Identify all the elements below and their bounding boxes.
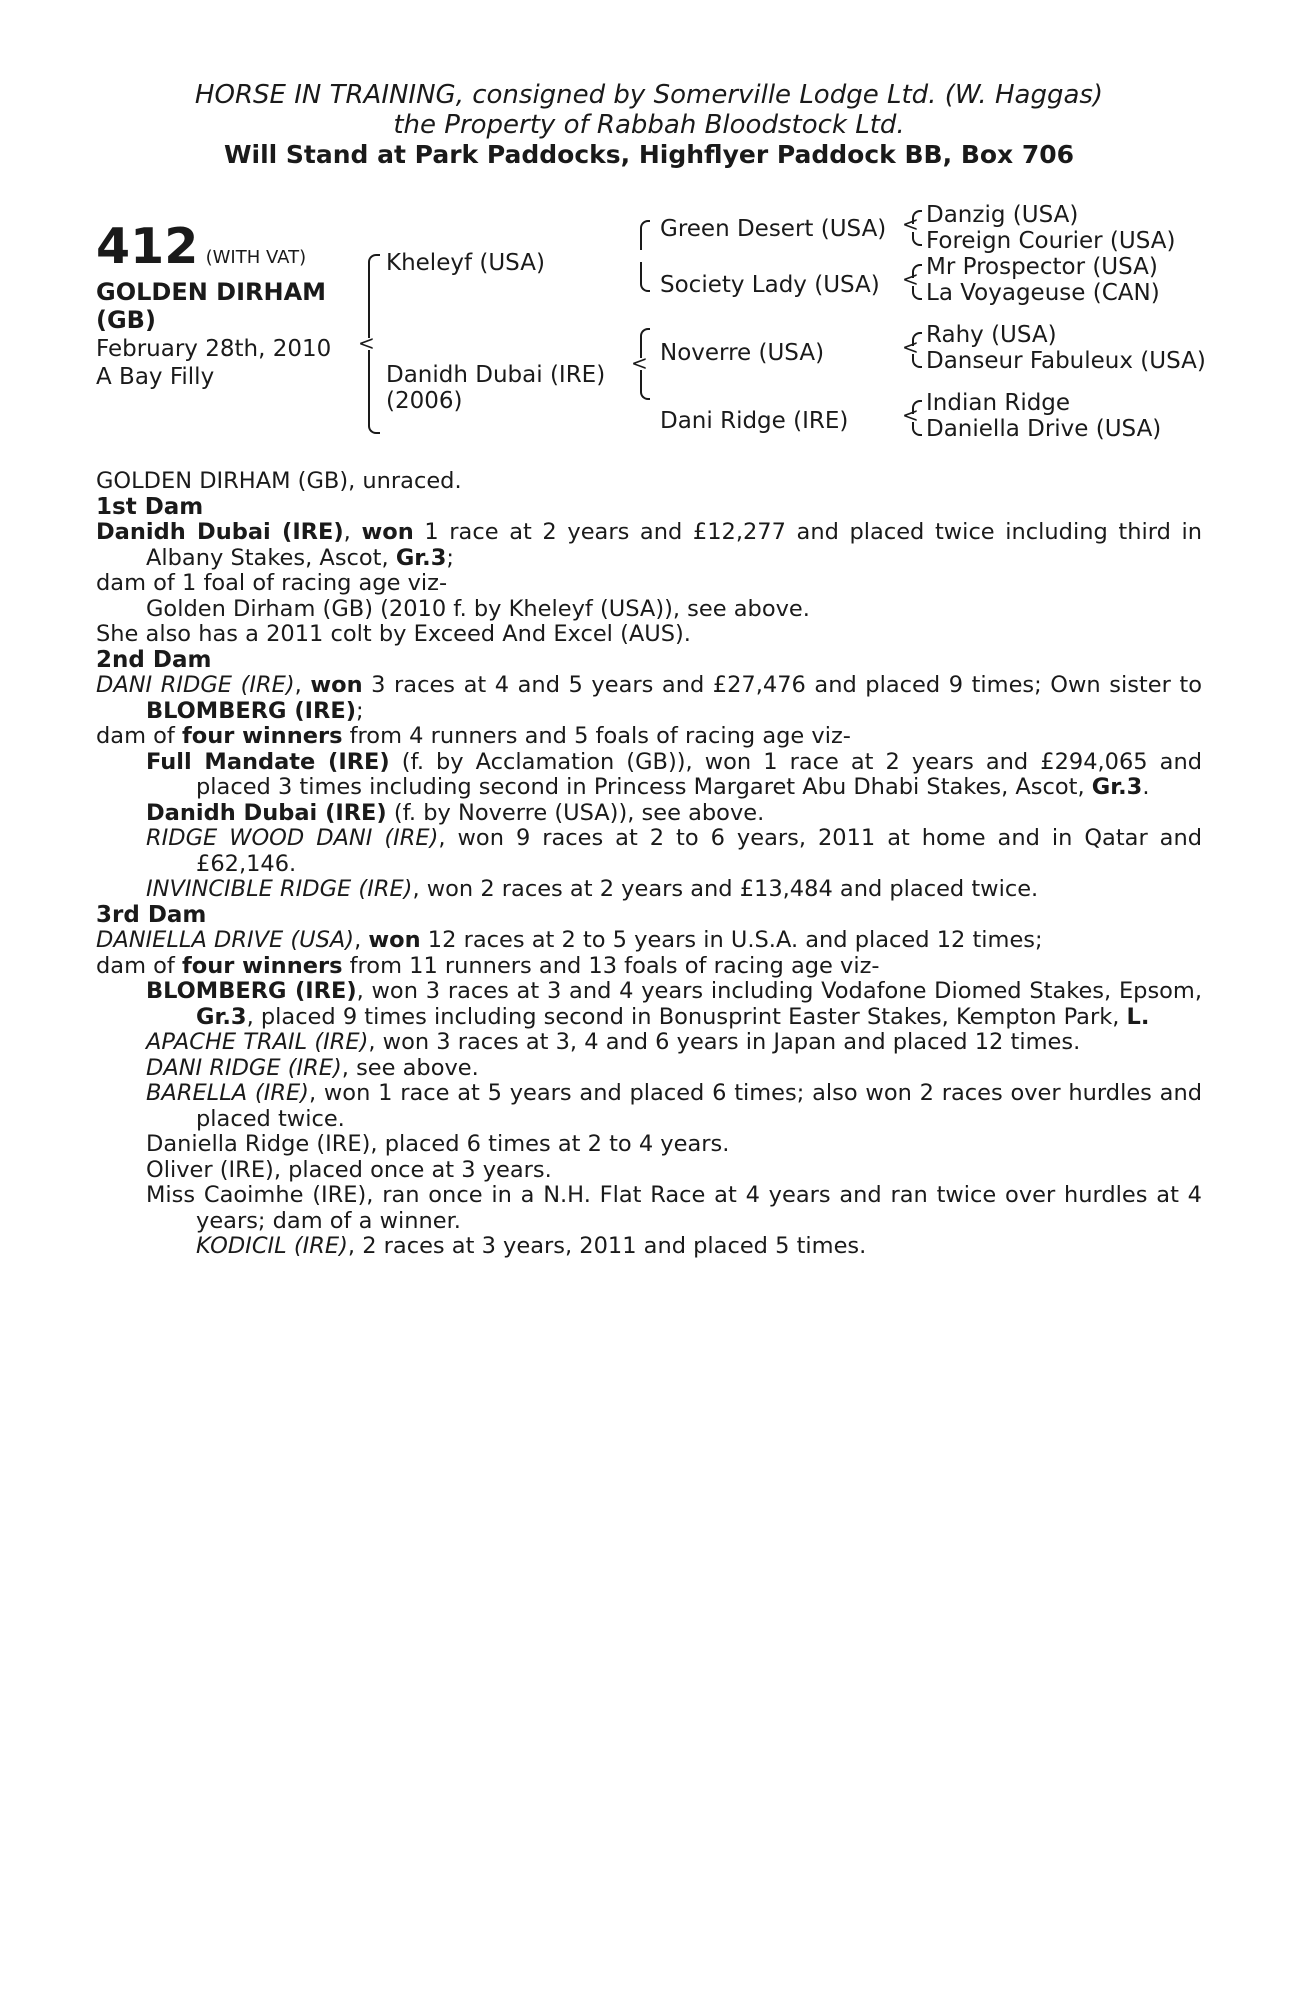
produce-entry: BARELLA (IRE), won 1 race at 5 years and placed 6 times; also won 2 races over hurdles and placed twice. bbox=[146, 1080, 1202, 1132]
brace-sd-point: < bbox=[902, 267, 919, 291]
sds: Mr Prospector (USA) bbox=[926, 254, 1158, 280]
dam: Danidh Dubai (IRE) bbox=[386, 362, 606, 388]
grade-label: Gr.3 bbox=[395, 544, 447, 571]
sire-sire: Green Desert (USA) bbox=[660, 216, 887, 242]
ssd: Foreign Courier (USA) bbox=[926, 228, 1176, 254]
brace-dd-point: < bbox=[902, 403, 919, 427]
second-dam-record: DANI RIDGE (IRE), won 3 races at 4 and 5 years and £27,476 and placed 9 times; Own sister to BLOMBERG (IRE); bbox=[96, 672, 1202, 724]
dsd: Danseur Fabuleux (USA) bbox=[926, 348, 1206, 374]
brace-sire-top bbox=[640, 220, 650, 250]
produce-entry: Daniella Ridge (IRE), placed 6 times at 2 to 4 years. bbox=[146, 1131, 730, 1157]
sdd: La Voyageuse (CAN) bbox=[926, 280, 1160, 306]
dam-year: (2006) bbox=[386, 388, 463, 414]
ddd: Daniella Drive (USA) bbox=[926, 416, 1162, 442]
catalogue-page bbox=[96, 80, 1206, 1260]
won-label: won bbox=[361, 519, 414, 545]
produce-entry: Danidh Dubai (IRE) (f. by Noverre (USA)), see above. bbox=[146, 799, 765, 826]
lot-number: 412 bbox=[96, 218, 199, 275]
brace-sire-bottom bbox=[640, 262, 650, 292]
consignor-line: HORSE IN TRAINING, consigned by Somerville Lodge Ltd. (W. Haggas) bbox=[194, 80, 1104, 110]
pedigree-table bbox=[96, 202, 1206, 469]
sire-dam: Society Lady (USA) bbox=[660, 272, 880, 298]
page-header bbox=[96, 80, 1202, 170]
produce-entry: APACHE TRAIL (IRE), won 3 races at 3, 4 and 6 years in Japan and placed 12 times. bbox=[146, 1029, 1081, 1055]
produce-entry: INVINCIBLE RIDGE (IRE), won 2 races at 2 years and £13,484 and placed twice. bbox=[146, 876, 1039, 902]
vat-label: (WITH VAT) bbox=[205, 247, 307, 268]
third-dam-produce-intro: dam of four winners from 11 runners and 13 foals of racing age viz- bbox=[96, 952, 880, 979]
second-dam-produce-intro: dam of four winners from 4 runners and 5 foals of racing age viz- bbox=[96, 723, 851, 749]
second-dam-heading: 2nd Dam bbox=[96, 646, 212, 673]
produce-entry: Miss Caoimhe (IRE), ran once in a N.H. Flat Race at 4 years and ran twice over hurdles at 4 years; dam of a winner. bbox=[146, 1182, 1202, 1234]
produce-entry: RIDGE WOOD DANI (IRE), won 9 races at 2 to 6 years, 2011 at home and in Qatar and £62,146. bbox=[146, 825, 1203, 877]
brace-gen1-bottom bbox=[368, 350, 380, 434]
brace-ds-point: < bbox=[902, 335, 919, 359]
brace-gen1-top bbox=[368, 254, 380, 338]
brace-gen1-point: < bbox=[358, 331, 375, 355]
produce-entry: Full Mandate (IRE) (f. by Acclamation (GB)), won 1 race at 2 years and £294,065 and placed 3 times including second in Princess Margaret Abu Dhabi Stakes, Ascot, Gr.3. bbox=[146, 748, 1203, 800]
dss: Rahy (USA) bbox=[926, 322, 1057, 348]
brace-dam-point: < bbox=[631, 351, 648, 375]
lot-heading bbox=[96, 218, 306, 275]
dds: Indian Ridge bbox=[926, 390, 1071, 416]
horse-name-suffix: (GB) bbox=[96, 306, 156, 334]
sss: Danzig (USA) bbox=[926, 202, 1079, 228]
produce-entry: DANI RIDGE (IRE), see above. bbox=[146, 1054, 479, 1081]
second-dam-name: DANI RIDGE (IRE) bbox=[96, 672, 295, 698]
owner-line: the Property of Rabbah Bloodstock Ltd. bbox=[393, 110, 905, 140]
foaling-date: February 28th, 2010 bbox=[96, 336, 332, 362]
produce-entry: BLOMBERG (IRE), won 3 races at 3 and 4 years including Vodafone Diomed Stakes, Epsom, Gr.3, placed 9 times including second in Bonusprint Easter Stakes, Kempton Park, L. bbox=[146, 978, 1203, 1030]
produce-entry: Oliver (IRE), placed once at 3 years. bbox=[146, 1156, 552, 1183]
first-dam-name: Danidh Dubai (IRE) bbox=[96, 519, 344, 545]
first-dam-heading: 1st Dam bbox=[96, 493, 204, 520]
first-dam-record: Danidh Dubai (IRE), won 1 race at 2 years and £12,277 and placed twice including third in Albany Stakes, Ascot, Gr.3; bbox=[96, 519, 1202, 571]
produce-entry-grandchild: KODICIL (IRE), 2 races at 3 years, 2011 and placed 5 times. bbox=[196, 1233, 867, 1259]
location-line: Will Stand at Park Paddocks, Highflyer Paddock BB, Box 706 bbox=[223, 140, 1075, 169]
sire: Kheleyf (USA) bbox=[386, 250, 545, 276]
intro-line: GOLDEN DIRHAM (GB), unraced. bbox=[96, 468, 462, 494]
dam-dam: Dani Ridge (IRE) bbox=[660, 408, 849, 434]
third-dam-name: DANIELLA DRIVE (USA) bbox=[96, 927, 355, 953]
brace-ss-point: < bbox=[902, 212, 919, 236]
first-dam-foal: Golden Dirham (GB) (2010 f. by Kheleyf (USA)), see above. bbox=[146, 595, 810, 622]
first-dam-note: She also has a 2011 colt by Exceed And Excel (AUS). bbox=[96, 621, 691, 647]
dam-sire: Noverre (USA) bbox=[660, 340, 825, 366]
horse-name: GOLDEN DIRHAM bbox=[96, 278, 327, 306]
third-dam-record: DANIELLA DRIVE (USA), won 12 races at 2 to 5 years in U.S.A. and placed 12 times; bbox=[96, 927, 1043, 953]
third-dam-heading: 3rd Dam bbox=[96, 901, 207, 928]
horse-description: A Bay Filly bbox=[96, 364, 215, 390]
first-dam-produce-intro: dam of 1 foal of racing age viz- bbox=[96, 570, 448, 596]
catalogue-body bbox=[96, 469, 1202, 1260]
